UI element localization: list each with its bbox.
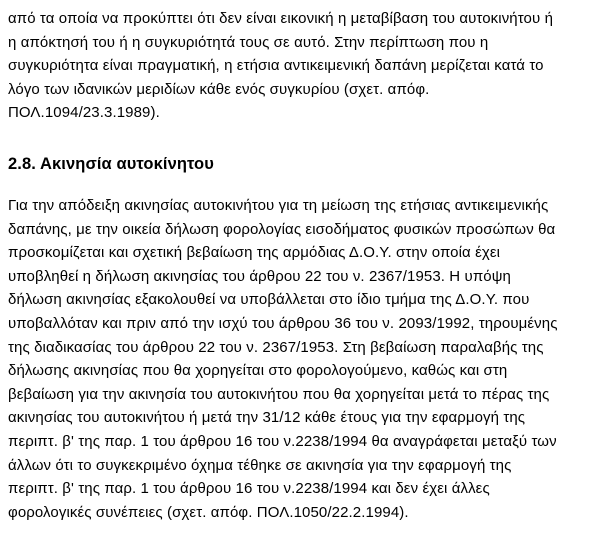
text-line: λόγο των ιδανικών μεριδίων κάθε ενός συγκυρίου (σχετ. απόφ. bbox=[8, 80, 430, 98]
text-line: από τα οποία να προκύπτει ότι δεν είναι εικονική η μεταβίβαση του αυτοκινήτου ή bbox=[8, 10, 554, 27]
text-line: η απόκτησή του ή η συγκυριότητά τους σε αυτό. Στην περίπτωση που η bbox=[8, 33, 489, 51]
text-line: φορολογικές συνέπειες (σχετ. απόφ. ΠΟΛ.1050/22.2.1994). bbox=[8, 503, 409, 521]
paragraph-vehicle-immobility bbox=[8, 194, 604, 524]
text-line: δήλωσης ακινησίας που θα χορηγείται στο φορολογούμενο, καθώς και στη bbox=[8, 362, 508, 380]
text-line: υποβαλλόταν και πριν από την ισχύ του άρθρου 36 του ν. 2093/1992, τηρουμένης bbox=[8, 314, 558, 332]
text-line: περιπτ. β' της παρ. 1 του άρθρου 16 του ν.2238/1994 και δεν έχει άλλες bbox=[8, 480, 490, 498]
paragraph-copropriety bbox=[8, 7, 604, 125]
text-line: βεβαίωση για την ακινησία του αυτοκινήτου που θα χορηγείται μετά το πέρας της bbox=[8, 385, 550, 403]
section-heading-2-8: 2.8. Ακινησία αυτοκίνητου bbox=[8, 154, 214, 173]
text-line: δαπάνης, με την οικεία δήλωση φορολογίας εισοδήματος φυσικών προσώπων θα bbox=[8, 220, 556, 238]
text-line: Για την απόδειξη ακινησίας αυτοκινήτου για τη μείωση της ετήσιας αντικειμενικής bbox=[8, 196, 549, 214]
text-line: της διαδικασίας του άρθρου 22 του ν. 2367/1953. Στη βεβαίωση παραλαβής της bbox=[8, 338, 544, 356]
text-line: ΠΟΛ.1094/23.3.1989). bbox=[8, 104, 160, 122]
text-line: υποβληθεί η δήλωση ακινησίας του άρθρου 22 του ν. 2367/1953. Η υπόψη bbox=[8, 267, 511, 285]
text-line: προσκομίζεται και σχετική βεβαίωση της αρμόδιας Δ.Ο.Υ. στην οποία έχει bbox=[8, 244, 501, 262]
text-line: δήλωση ακινησίας εξακολουθεί να υποβάλλεται στο ίδιο τμήμα της Δ.Ο.Υ. που bbox=[8, 291, 530, 309]
text-line: περιπτ. β' της παρ. 1 του άρθρου 16 του ν.2238/1994 θα αναγράφεται μεταξύ των bbox=[8, 432, 557, 450]
text-line: άλλων ότι το συγκεκριμένο όχημα τέθηκε σε ακινησία για την εφαρμογή της bbox=[8, 456, 512, 474]
text-line: ακινησίας του αυτοκινήτου ή μετά την 31/12 κάθε έτους για την εφαρμογή της bbox=[8, 409, 526, 427]
text-line: συγκυριότητα είναι πραγματική, η ετήσια αντικειμενική δαπάνη μερίζεται κατά το bbox=[8, 57, 544, 75]
